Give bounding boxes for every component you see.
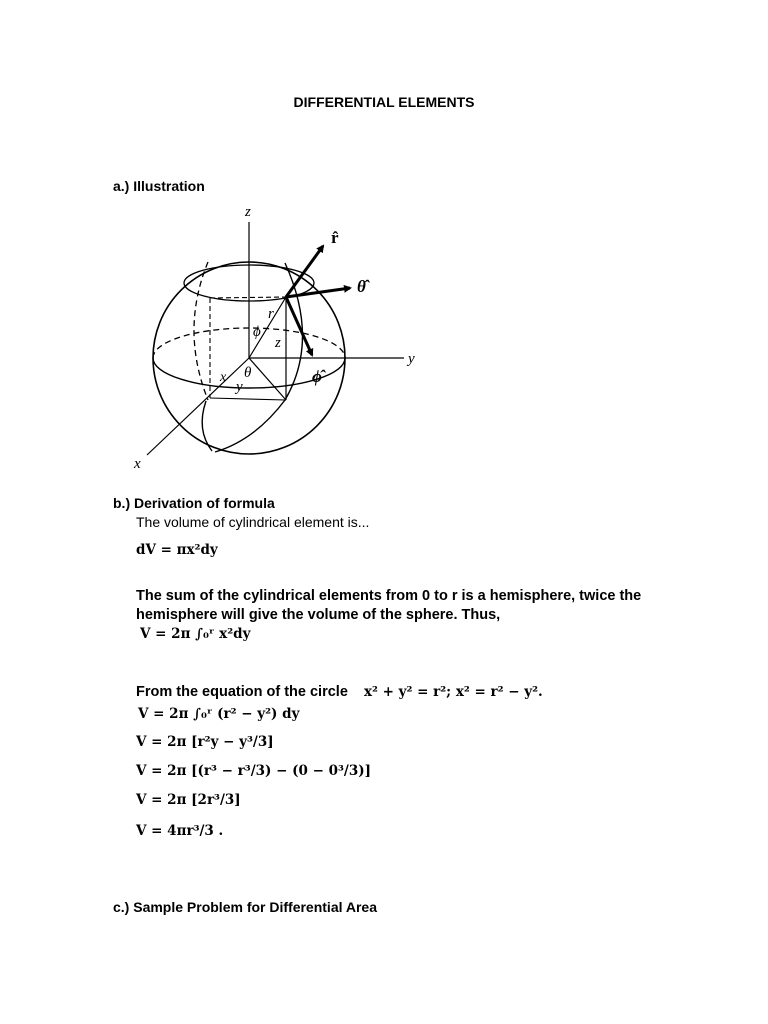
base-line	[249, 358, 286, 400]
x-inner-label: x	[220, 370, 227, 385]
derivation-step-4: V = 2π [2r³/3]	[136, 792, 241, 808]
volume-integral: V = 2π ∫₀ʳ x²dy	[140, 626, 251, 642]
section-c-heading: c.) Sample Problem for Differential Area	[113, 899, 377, 915]
box-top	[210, 297, 286, 298]
r-label: r	[268, 306, 274, 322]
theta-angle-label: θ	[244, 365, 252, 381]
y-axis-label: y	[408, 351, 415, 367]
sphere-illustration	[0, 0, 768, 500]
dv-formula: dV = πx²dy	[136, 542, 218, 558]
x-axis	[147, 358, 249, 455]
x-axis-label: x	[134, 456, 141, 472]
circle-equation: x² + y² = r²; x² = r² − y².	[364, 684, 543, 700]
section-b-heading: b.) Derivation of formula	[113, 495, 275, 511]
box-bottom	[210, 398, 286, 400]
derivation-step-1: V = 2π ∫₀ʳ (r² − y²) dy	[138, 706, 300, 722]
z-axis-label: z	[245, 204, 251, 220]
page-title: DIFFERENTIAL ELEMENTS	[293, 94, 475, 110]
r-hat-label: r̂	[331, 228, 339, 247]
derivation-intro: The volume of cylindrical element is...	[136, 514, 370, 530]
sum-text-line1: The sum of the cylindrical elements from 0 to r is a hemisphere, twice the	[136, 588, 642, 604]
section-a-heading: a.) Illustration	[113, 178, 205, 194]
phi-hat-label: ϕ̂	[312, 367, 322, 386]
derivation-step-2: V = 2π [r²y − y³/3]	[136, 734, 274, 750]
circle-text: From the equation of the circle	[136, 684, 348, 700]
derivation-step-5: V = 4πr³/3 .	[136, 823, 224, 839]
derivation-step-3: V = 2π [(r³ − r³/3) − (0 − 0³/3)]	[136, 763, 372, 779]
phi-angle-label: ϕ	[253, 324, 261, 340]
sum-text-line2: hemisphere will give the volume of the sphere. Thus,	[136, 607, 501, 623]
y-inner-label: y	[236, 379, 243, 395]
z-inner-label: z	[275, 335, 281, 351]
theta-hat-label: θ̂	[357, 277, 366, 296]
